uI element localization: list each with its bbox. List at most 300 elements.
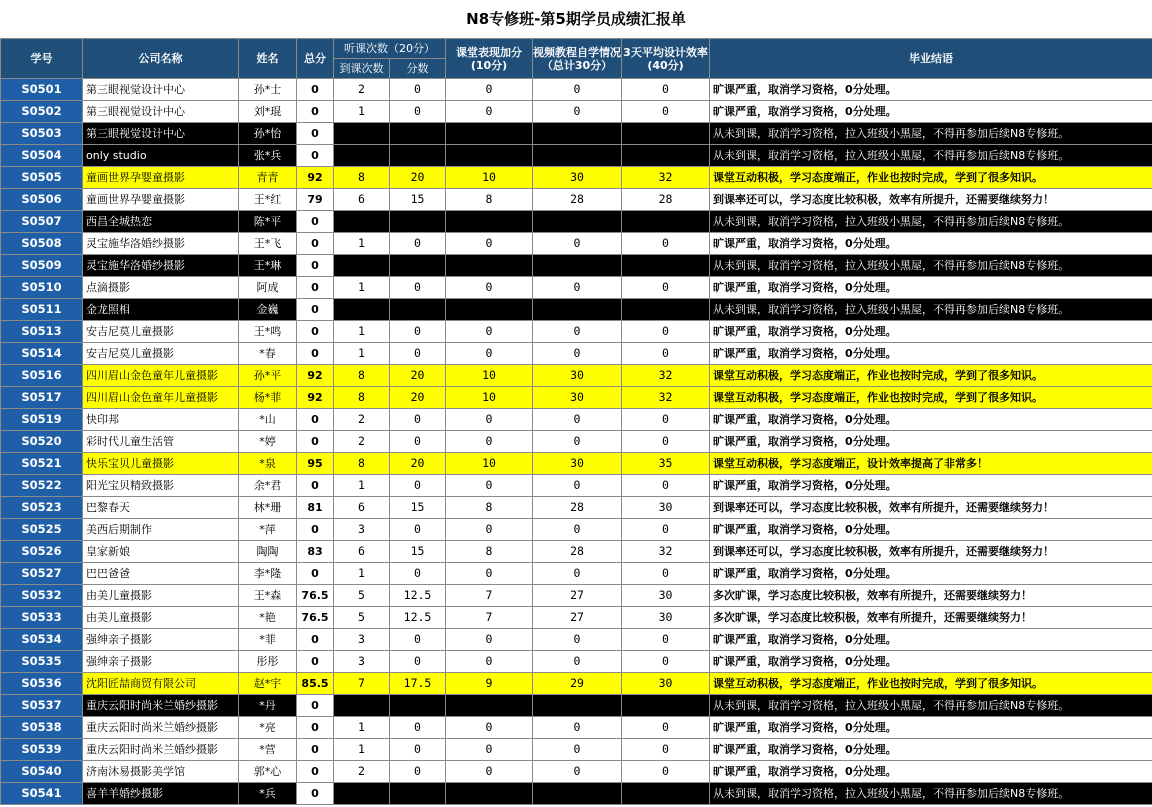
student-name-cell[interactable]: 王*红 xyxy=(239,189,297,211)
header-company[interactable]: 公司名称 xyxy=(83,39,239,79)
attendance-count-cell[interactable]: 6 xyxy=(334,189,390,211)
class-performance-cell[interactable]: 0 xyxy=(446,277,533,299)
student-id-cell[interactable]: S0502 xyxy=(1,101,83,123)
total-score-cell[interactable]: 0 xyxy=(297,519,334,541)
student-id-cell[interactable]: S0509 xyxy=(1,255,83,277)
student-name-cell[interactable]: 青青 xyxy=(239,167,297,189)
class-performance-cell[interactable]: 0 xyxy=(446,409,533,431)
attendance-score-cell[interactable]: 0 xyxy=(390,431,446,453)
total-score-cell[interactable]: 92 xyxy=(297,365,334,387)
total-score-cell[interactable]: 0 xyxy=(297,277,334,299)
student-name-cell[interactable]: 陶陶 xyxy=(239,541,297,563)
total-score-cell[interactable]: 0 xyxy=(297,739,334,761)
company-cell[interactable]: 皇家新娘 xyxy=(83,541,239,563)
comment-cell[interactable]: 旷课严重，取消学习资格，0分处理。 xyxy=(710,79,1152,101)
attendance-count-cell[interactable]: 5 xyxy=(334,585,390,607)
class-performance-cell[interactable]: 0 xyxy=(446,211,533,233)
student-id-cell[interactable]: S0537 xyxy=(1,695,83,717)
student-name-cell[interactable]: 孙*平 xyxy=(239,365,297,387)
attendance-score-cell[interactable]: 0 xyxy=(390,409,446,431)
video-study-cell[interactable]: 0 xyxy=(533,409,622,431)
student-name-cell[interactable]: 张*兵 xyxy=(239,145,297,167)
video-study-cell[interactable]: 0 xyxy=(533,629,622,651)
company-cell[interactable]: only studio xyxy=(83,145,239,167)
student-id-cell[interactable]: S0510 xyxy=(1,277,83,299)
efficiency-cell[interactable]: 35 xyxy=(622,453,710,475)
company-cell[interactable]: 由美儿童摄影 xyxy=(83,607,239,629)
attendance-count-cell[interactable]: 3 xyxy=(334,519,390,541)
student-id-cell[interactable]: S0511 xyxy=(1,299,83,321)
total-score-cell[interactable]: 92 xyxy=(297,167,334,189)
video-study-cell[interactable]: 27 xyxy=(533,607,622,629)
attendance-count-cell[interactable]: 1 xyxy=(334,563,390,585)
total-score-cell[interactable]: 92 xyxy=(297,387,334,409)
student-name-cell[interactable]: 刘*琨 xyxy=(239,101,297,123)
efficiency-cell[interactable]: 0 xyxy=(622,211,710,233)
company-cell[interactable]: 强绅亲子摄影 xyxy=(83,651,239,673)
total-score-cell[interactable]: 0 xyxy=(297,343,334,365)
student-name-cell[interactable]: *兵 xyxy=(239,783,297,805)
student-id-cell[interactable]: S0517 xyxy=(1,387,83,409)
student-name-cell[interactable]: *菲 xyxy=(239,629,297,651)
efficiency-cell[interactable]: 0 xyxy=(622,409,710,431)
video-study-cell[interactable]: 0 xyxy=(533,563,622,585)
attendance-score-cell[interactable]: 0 xyxy=(390,277,446,299)
company-cell[interactable]: 第三眼视觉设计中心 xyxy=(83,79,239,101)
student-id-cell[interactable]: S0536 xyxy=(1,673,83,695)
comment-cell[interactable]: 课堂互动积极，学习态度端正，作业也按时完成，学到了很多知识。 xyxy=(710,167,1152,189)
class-performance-cell[interactable]: 0 xyxy=(446,321,533,343)
student-name-cell[interactable]: *亮 xyxy=(239,717,297,739)
student-id-cell[interactable]: S0513 xyxy=(1,321,83,343)
class-performance-cell[interactable]: 8 xyxy=(446,497,533,519)
student-id-cell[interactable]: S0535 xyxy=(1,651,83,673)
efficiency-cell[interactable]: 0 xyxy=(622,123,710,145)
efficiency-cell[interactable]: 0 xyxy=(622,255,710,277)
efficiency-cell[interactable]: 0 xyxy=(622,79,710,101)
company-cell[interactable]: 童画世界孕婴童摄影 xyxy=(83,167,239,189)
attendance-score-cell[interactable]: 15 xyxy=(390,189,446,211)
attendance-count-cell[interactable]: 0 xyxy=(334,299,390,321)
class-performance-cell[interactable]: 0 xyxy=(446,629,533,651)
comment-cell[interactable]: 从未到课，取消学习资格，拉入班级小黑屋，不得再参加后续N8专修班。 xyxy=(710,299,1152,321)
efficiency-cell[interactable]: 32 xyxy=(622,365,710,387)
student-name-cell[interactable]: 孙*士 xyxy=(239,79,297,101)
student-id-cell[interactable]: S0522 xyxy=(1,475,83,497)
attendance-score-cell[interactable]: 0 xyxy=(390,717,446,739)
attendance-count-cell[interactable]: 2 xyxy=(334,79,390,101)
class-performance-cell[interactable]: 0 xyxy=(446,519,533,541)
attendance-count-cell[interactable]: 1 xyxy=(334,739,390,761)
class-performance-cell[interactable]: 0 xyxy=(446,79,533,101)
comment-cell[interactable]: 旷课严重，取消学习资格，0分处理。 xyxy=(710,277,1152,299)
video-study-cell[interactable]: 0 xyxy=(533,123,622,145)
class-performance-cell[interactable]: 8 xyxy=(446,541,533,563)
efficiency-cell[interactable]: 0 xyxy=(622,739,710,761)
efficiency-cell[interactable]: 0 xyxy=(622,233,710,255)
attendance-count-cell[interactable]: 7 xyxy=(334,673,390,695)
total-score-cell[interactable]: 0 xyxy=(297,431,334,453)
company-cell[interactable]: 快印邦 xyxy=(83,409,239,431)
class-performance-cell[interactable]: 0 xyxy=(446,431,533,453)
video-study-cell[interactable]: 0 xyxy=(533,299,622,321)
comment-cell[interactable]: 从未到课，取消学习资格，拉入班级小黑屋，不得再参加后续N8专修班。 xyxy=(710,255,1152,277)
student-id-cell[interactable]: S0526 xyxy=(1,541,83,563)
class-performance-cell[interactable]: 8 xyxy=(446,189,533,211)
comment-cell[interactable]: 课堂互动积极，学习态度端正，作业也按时完成，学到了很多知识。 xyxy=(710,673,1152,695)
attendance-score-cell[interactable]: 0 xyxy=(390,123,446,145)
student-id-cell[interactable]: S0538 xyxy=(1,717,83,739)
total-score-cell[interactable]: 0 xyxy=(297,629,334,651)
attendance-score-cell[interactable]: 12.5 xyxy=(390,607,446,629)
efficiency-cell[interactable]: 0 xyxy=(622,563,710,585)
total-score-cell[interactable]: 83 xyxy=(297,541,334,563)
video-study-cell[interactable]: 28 xyxy=(533,497,622,519)
student-id-cell[interactable]: S0503 xyxy=(1,123,83,145)
comment-cell[interactable]: 多次旷课，学习态度比较积极，效率有所提升，还需要继续努力！ xyxy=(710,607,1152,629)
company-cell[interactable]: 第三眼视觉设计中心 xyxy=(83,101,239,123)
comment-cell[interactable]: 旷课严重，取消学习资格，0分处理。 xyxy=(710,233,1152,255)
efficiency-cell[interactable]: 0 xyxy=(622,783,710,805)
video-study-cell[interactable]: 0 xyxy=(533,79,622,101)
student-name-cell[interactable]: *营 xyxy=(239,739,297,761)
attendance-score-cell[interactable]: 20 xyxy=(390,387,446,409)
video-study-cell[interactable]: 0 xyxy=(533,321,622,343)
total-score-cell[interactable]: 0 xyxy=(297,79,334,101)
student-name-cell[interactable]: 余*君 xyxy=(239,475,297,497)
company-cell[interactable]: 彩时代儿童生活管 xyxy=(83,431,239,453)
video-study-cell[interactable]: 0 xyxy=(533,343,622,365)
student-name-cell[interactable]: *艳 xyxy=(239,607,297,629)
company-cell[interactable]: 重庆云阳时尚米兰婚纱摄影 xyxy=(83,717,239,739)
efficiency-cell[interactable]: 32 xyxy=(622,167,710,189)
student-id-cell[interactable]: S0541 xyxy=(1,783,83,805)
student-name-cell[interactable]: 陈*平 xyxy=(239,211,297,233)
student-id-cell[interactable]: S0540 xyxy=(1,761,83,783)
student-name-cell[interactable]: *婷 xyxy=(239,431,297,453)
comment-cell[interactable]: 多次旷课，学习态度比较积极，效率有所提升，还需要继续努力！ xyxy=(710,585,1152,607)
class-performance-cell[interactable]: 0 xyxy=(446,255,533,277)
company-cell[interactable]: 童画世界孕婴童摄影 xyxy=(83,189,239,211)
company-cell[interactable]: 巴黎春天 xyxy=(83,497,239,519)
attendance-score-cell[interactable]: 0 xyxy=(390,739,446,761)
company-cell[interactable]: 由美儿童摄影 xyxy=(83,585,239,607)
student-id-cell[interactable]: S0520 xyxy=(1,431,83,453)
attendance-score-cell[interactable]: 17.5 xyxy=(390,673,446,695)
video-study-cell[interactable]: 0 xyxy=(533,101,622,123)
video-study-cell[interactable]: 0 xyxy=(533,739,622,761)
attendance-score-cell[interactable]: 0 xyxy=(390,321,446,343)
efficiency-cell[interactable]: 30 xyxy=(622,497,710,519)
attendance-score-cell[interactable]: 0 xyxy=(390,101,446,123)
comment-cell[interactable]: 从未到课，取消学习资格，拉入班级小黑屋，不得再参加后续N8专修班。 xyxy=(710,211,1152,233)
attendance-count-cell[interactable]: 1 xyxy=(334,233,390,255)
student-name-cell[interactable]: *萍 xyxy=(239,519,297,541)
attendance-score-cell[interactable]: 0 xyxy=(390,761,446,783)
attendance-score-cell[interactable]: 0 xyxy=(390,563,446,585)
class-performance-cell[interactable]: 7 xyxy=(446,607,533,629)
attendance-count-cell[interactable]: 0 xyxy=(334,123,390,145)
attendance-count-cell[interactable]: 0 xyxy=(334,695,390,717)
attendance-score-cell[interactable]: 20 xyxy=(390,365,446,387)
header-attendance-count[interactable]: 到课次数 xyxy=(334,59,390,79)
efficiency-cell[interactable]: 0 xyxy=(622,651,710,673)
attendance-count-cell[interactable]: 0 xyxy=(334,255,390,277)
total-score-cell[interactable]: 0 xyxy=(297,475,334,497)
class-performance-cell[interactable]: 0 xyxy=(446,739,533,761)
video-study-cell[interactable]: 30 xyxy=(533,365,622,387)
student-id-cell[interactable]: S0505 xyxy=(1,167,83,189)
comment-cell[interactable]: 旷课严重，取消学习资格，0分处理。 xyxy=(710,761,1152,783)
efficiency-cell[interactable]: 0 xyxy=(622,717,710,739)
attendance-count-cell[interactable]: 2 xyxy=(334,409,390,431)
company-cell[interactable]: 四川眉山金色童年儿童摄影 xyxy=(83,387,239,409)
efficiency-cell[interactable]: 28 xyxy=(622,189,710,211)
efficiency-cell[interactable]: 0 xyxy=(622,519,710,541)
student-id-cell[interactable]: S0523 xyxy=(1,497,83,519)
efficiency-cell[interactable]: 0 xyxy=(622,343,710,365)
comment-cell[interactable]: 到课率还可以，学习态度比较积极，效率有所提升，还需要继续努力！ xyxy=(710,497,1152,519)
company-cell[interactable]: 济南沐易摄影美学馆 xyxy=(83,761,239,783)
total-score-cell[interactable]: 0 xyxy=(297,651,334,673)
attendance-count-cell[interactable]: 0 xyxy=(334,783,390,805)
efficiency-cell[interactable]: 0 xyxy=(622,761,710,783)
student-id-cell[interactable]: S0507 xyxy=(1,211,83,233)
company-cell[interactable]: 灵宝施华洛婚纱摄影 xyxy=(83,233,239,255)
company-cell[interactable]: 美西后期制作 xyxy=(83,519,239,541)
class-performance-cell[interactable]: 10 xyxy=(446,167,533,189)
class-performance-cell[interactable]: 0 xyxy=(446,783,533,805)
company-cell[interactable]: 重庆云阳时尚米兰婚纱摄影 xyxy=(83,739,239,761)
efficiency-cell[interactable]: 32 xyxy=(622,541,710,563)
attendance-count-cell[interactable]: 8 xyxy=(334,453,390,475)
student-id-cell[interactable]: S0514 xyxy=(1,343,83,365)
attendance-score-cell[interactable]: 0 xyxy=(390,299,446,321)
class-performance-cell[interactable]: 0 xyxy=(446,761,533,783)
company-cell[interactable]: 沈阳匠喆商贸有限公司 xyxy=(83,673,239,695)
video-study-cell[interactable]: 30 xyxy=(533,387,622,409)
attendance-count-cell[interactable]: 0 xyxy=(334,211,390,233)
class-performance-cell[interactable]: 0 xyxy=(446,475,533,497)
attendance-count-cell[interactable]: 1 xyxy=(334,101,390,123)
attendance-score-cell[interactable]: 15 xyxy=(390,541,446,563)
comment-cell[interactable]: 从未到课，取消学习资格，拉入班级小黑屋，不得再参加后续N8专修班。 xyxy=(710,695,1152,717)
video-study-cell[interactable]: 0 xyxy=(533,255,622,277)
video-study-cell[interactable]: 28 xyxy=(533,189,622,211)
class-performance-cell[interactable]: 7 xyxy=(446,585,533,607)
company-cell[interactable]: 金龙照相 xyxy=(83,299,239,321)
attendance-score-cell[interactable]: 20 xyxy=(390,167,446,189)
header-efficiency[interactable]: 3天平均设计效率(40分) xyxy=(622,39,710,79)
efficiency-cell[interactable]: 0 xyxy=(622,321,710,343)
attendance-count-cell[interactable]: 6 xyxy=(334,541,390,563)
student-name-cell[interactable]: 王*琳 xyxy=(239,255,297,277)
video-study-cell[interactable]: 0 xyxy=(533,431,622,453)
student-id-cell[interactable]: S0539 xyxy=(1,739,83,761)
attendance-count-cell[interactable]: 2 xyxy=(334,431,390,453)
comment-cell[interactable]: 旷课严重，取消学习资格，0分处理。 xyxy=(710,101,1152,123)
efficiency-cell[interactable]: 32 xyxy=(622,387,710,409)
comment-cell[interactable]: 旷课严重，取消学习资格，0分处理。 xyxy=(710,343,1152,365)
comment-cell[interactable]: 旷课严重，取消学习资格，0分处理。 xyxy=(710,717,1152,739)
attendance-count-cell[interactable]: 8 xyxy=(334,365,390,387)
student-id-cell[interactable]: S0534 xyxy=(1,629,83,651)
class-performance-cell[interactable]: 0 xyxy=(446,101,533,123)
video-study-cell[interactable]: 0 xyxy=(533,211,622,233)
attendance-score-cell[interactable]: 0 xyxy=(390,783,446,805)
comment-cell[interactable]: 课堂互动积极，学习态度端正，设计效率提高了非常多！ xyxy=(710,453,1152,475)
total-score-cell[interactable]: 0 xyxy=(297,695,334,717)
attendance-count-cell[interactable]: 1 xyxy=(334,475,390,497)
efficiency-cell[interactable]: 0 xyxy=(622,299,710,321)
student-name-cell[interactable]: 王*飞 xyxy=(239,233,297,255)
attendance-score-cell[interactable]: 0 xyxy=(390,629,446,651)
company-cell[interactable]: 点滴摄影 xyxy=(83,277,239,299)
total-score-cell[interactable]: 0 xyxy=(297,761,334,783)
attendance-score-cell[interactable]: 15 xyxy=(390,497,446,519)
attendance-score-cell[interactable]: 0 xyxy=(390,695,446,717)
efficiency-cell[interactable]: 0 xyxy=(622,145,710,167)
header-attendance-group[interactable]: 听课次数（20分） xyxy=(334,39,446,59)
total-score-cell[interactable]: 76.5 xyxy=(297,607,334,629)
attendance-score-cell[interactable]: 0 xyxy=(390,651,446,673)
comment-cell[interactable]: 课堂互动积极，学习态度端正，作业也按时完成，学到了很多知识。 xyxy=(710,365,1152,387)
student-id-cell[interactable]: S0516 xyxy=(1,365,83,387)
header-name[interactable]: 姓名 xyxy=(239,39,297,79)
total-score-cell[interactable]: 0 xyxy=(297,299,334,321)
class-performance-cell[interactable]: 10 xyxy=(446,453,533,475)
attendance-count-cell[interactable]: 1 xyxy=(334,343,390,365)
header-total[interactable]: 总分 xyxy=(297,39,334,79)
student-id-cell[interactable]: S0506 xyxy=(1,189,83,211)
class-performance-cell[interactable]: 10 xyxy=(446,387,533,409)
company-cell[interactable]: 安吉尼莫儿童摄影 xyxy=(83,343,239,365)
attendance-score-cell[interactable]: 0 xyxy=(390,475,446,497)
company-cell[interactable]: 四川眉山金色童年儿童摄影 xyxy=(83,365,239,387)
class-performance-cell[interactable]: 0 xyxy=(446,651,533,673)
student-id-cell[interactable]: S0508 xyxy=(1,233,83,255)
class-performance-cell[interactable]: 0 xyxy=(446,563,533,585)
company-cell[interactable]: 第三眼视觉设计中心 xyxy=(83,123,239,145)
total-score-cell[interactable]: 0 xyxy=(297,717,334,739)
student-name-cell[interactable]: 彤彤 xyxy=(239,651,297,673)
efficiency-cell[interactable]: 0 xyxy=(622,629,710,651)
student-name-cell[interactable]: 李*隆 xyxy=(239,563,297,585)
comment-cell[interactable]: 旷课严重，取消学习资格，0分处理。 xyxy=(710,629,1152,651)
video-study-cell[interactable]: 0 xyxy=(533,783,622,805)
student-id-cell[interactable]: S0519 xyxy=(1,409,83,431)
student-name-cell[interactable]: *山 xyxy=(239,409,297,431)
total-score-cell[interactable]: 79 xyxy=(297,189,334,211)
student-id-cell[interactable]: S0501 xyxy=(1,79,83,101)
video-study-cell[interactable]: 29 xyxy=(533,673,622,695)
comment-cell[interactable]: 从未到课，取消学习资格，拉入班级小黑屋，不得再参加后续N8专修班。 xyxy=(710,123,1152,145)
student-id-cell[interactable]: S0527 xyxy=(1,563,83,585)
class-performance-cell[interactable]: 10 xyxy=(446,365,533,387)
efficiency-cell[interactable]: 0 xyxy=(622,101,710,123)
class-performance-cell[interactable]: 0 xyxy=(446,299,533,321)
total-score-cell[interactable]: 76.5 xyxy=(297,585,334,607)
company-cell[interactable]: 灵宝施华洛婚纱摄影 xyxy=(83,255,239,277)
attendance-score-cell[interactable]: 12.5 xyxy=(390,585,446,607)
total-score-cell[interactable]: 0 xyxy=(297,409,334,431)
comment-cell[interactable]: 旷课严重，取消学习资格，0分处理。 xyxy=(710,431,1152,453)
attendance-count-cell[interactable]: 2 xyxy=(334,761,390,783)
video-study-cell[interactable]: 0 xyxy=(533,475,622,497)
total-score-cell[interactable]: 0 xyxy=(297,255,334,277)
total-score-cell[interactable]: 0 xyxy=(297,123,334,145)
attendance-count-cell[interactable]: 1 xyxy=(334,717,390,739)
total-score-cell[interactable]: 0 xyxy=(297,233,334,255)
class-performance-cell[interactable]: 0 xyxy=(446,145,533,167)
company-cell[interactable]: 安吉尼莫儿童摄影 xyxy=(83,321,239,343)
student-name-cell[interactable]: 金巍 xyxy=(239,299,297,321)
student-name-cell[interactable]: 王*鸣 xyxy=(239,321,297,343)
class-performance-cell[interactable]: 9 xyxy=(446,673,533,695)
video-study-cell[interactable]: 0 xyxy=(533,233,622,255)
student-name-cell[interactable]: *丹 xyxy=(239,695,297,717)
efficiency-cell[interactable]: 30 xyxy=(622,673,710,695)
video-study-cell[interactable]: 0 xyxy=(533,519,622,541)
company-cell[interactable]: 强绅亲子摄影 xyxy=(83,629,239,651)
comment-cell[interactable]: 课堂互动积极，学习态度端正，作业也按时完成，学到了很多知识。 xyxy=(710,387,1152,409)
student-name-cell[interactable]: 杨*菲 xyxy=(239,387,297,409)
attendance-count-cell[interactable]: 8 xyxy=(334,387,390,409)
company-cell[interactable]: 阳光宝贝精致摄影 xyxy=(83,475,239,497)
attendance-score-cell[interactable]: 0 xyxy=(390,233,446,255)
attendance-count-cell[interactable]: 6 xyxy=(334,497,390,519)
class-performance-cell[interactable]: 0 xyxy=(446,123,533,145)
comment-cell[interactable]: 从未到课，取消学习资格，拉入班级小黑屋，不得再参加后续N8专修班。 xyxy=(710,783,1152,805)
comment-cell[interactable]: 从未到课，取消学习资格，拉入班级小黑屋，不得再参加后续N8专修班。 xyxy=(710,145,1152,167)
header-class-performance[interactable]: 课堂表现加分(10分) xyxy=(446,39,533,79)
comment-cell[interactable]: 到课率还可以，学习态度比较积极，效率有所提升，还需要继续努力！ xyxy=(710,541,1152,563)
efficiency-cell[interactable]: 30 xyxy=(622,607,710,629)
attendance-score-cell[interactable]: 0 xyxy=(390,79,446,101)
header-comment[interactable]: 毕业结语 xyxy=(710,39,1152,79)
attendance-score-cell[interactable]: 0 xyxy=(390,519,446,541)
total-score-cell[interactable]: 0 xyxy=(297,101,334,123)
total-score-cell[interactable]: 81 xyxy=(297,497,334,519)
student-name-cell[interactable]: *春 xyxy=(239,343,297,365)
student-id-cell[interactable]: S0504 xyxy=(1,145,83,167)
total-score-cell[interactable]: 0 xyxy=(297,783,334,805)
student-name-cell[interactable]: 林*珊 xyxy=(239,497,297,519)
efficiency-cell[interactable]: 0 xyxy=(622,475,710,497)
video-study-cell[interactable]: 0 xyxy=(533,277,622,299)
attendance-count-cell[interactable]: 8 xyxy=(334,167,390,189)
attendance-score-cell[interactable]: 0 xyxy=(390,211,446,233)
header-id[interactable]: 学号 xyxy=(1,39,83,79)
company-cell[interactable]: 巴巴爸爸 xyxy=(83,563,239,585)
student-name-cell[interactable]: 郭*心 xyxy=(239,761,297,783)
attendance-count-cell[interactable]: 3 xyxy=(334,651,390,673)
comment-cell[interactable]: 旷课严重，取消学习资格，0分处理。 xyxy=(710,563,1152,585)
company-cell[interactable]: 快乐宝贝儿童摄影 xyxy=(83,453,239,475)
attendance-score-cell[interactable]: 0 xyxy=(390,255,446,277)
company-cell[interactable]: 喜羊羊婚纱摄影 xyxy=(83,783,239,805)
efficiency-cell[interactable]: 0 xyxy=(622,695,710,717)
student-name-cell[interactable]: *泉 xyxy=(239,453,297,475)
comment-cell[interactable]: 旷课严重，取消学习资格，0分处理。 xyxy=(710,321,1152,343)
efficiency-cell[interactable]: 30 xyxy=(622,585,710,607)
attendance-count-cell[interactable]: 1 xyxy=(334,321,390,343)
student-name-cell[interactable]: 王*森 xyxy=(239,585,297,607)
comment-cell[interactable]: 旷课严重，取消学习资格，0分处理。 xyxy=(710,519,1152,541)
class-performance-cell[interactable]: 0 xyxy=(446,343,533,365)
video-study-cell[interactable]: 0 xyxy=(533,717,622,739)
attendance-count-cell[interactable]: 5 xyxy=(334,607,390,629)
